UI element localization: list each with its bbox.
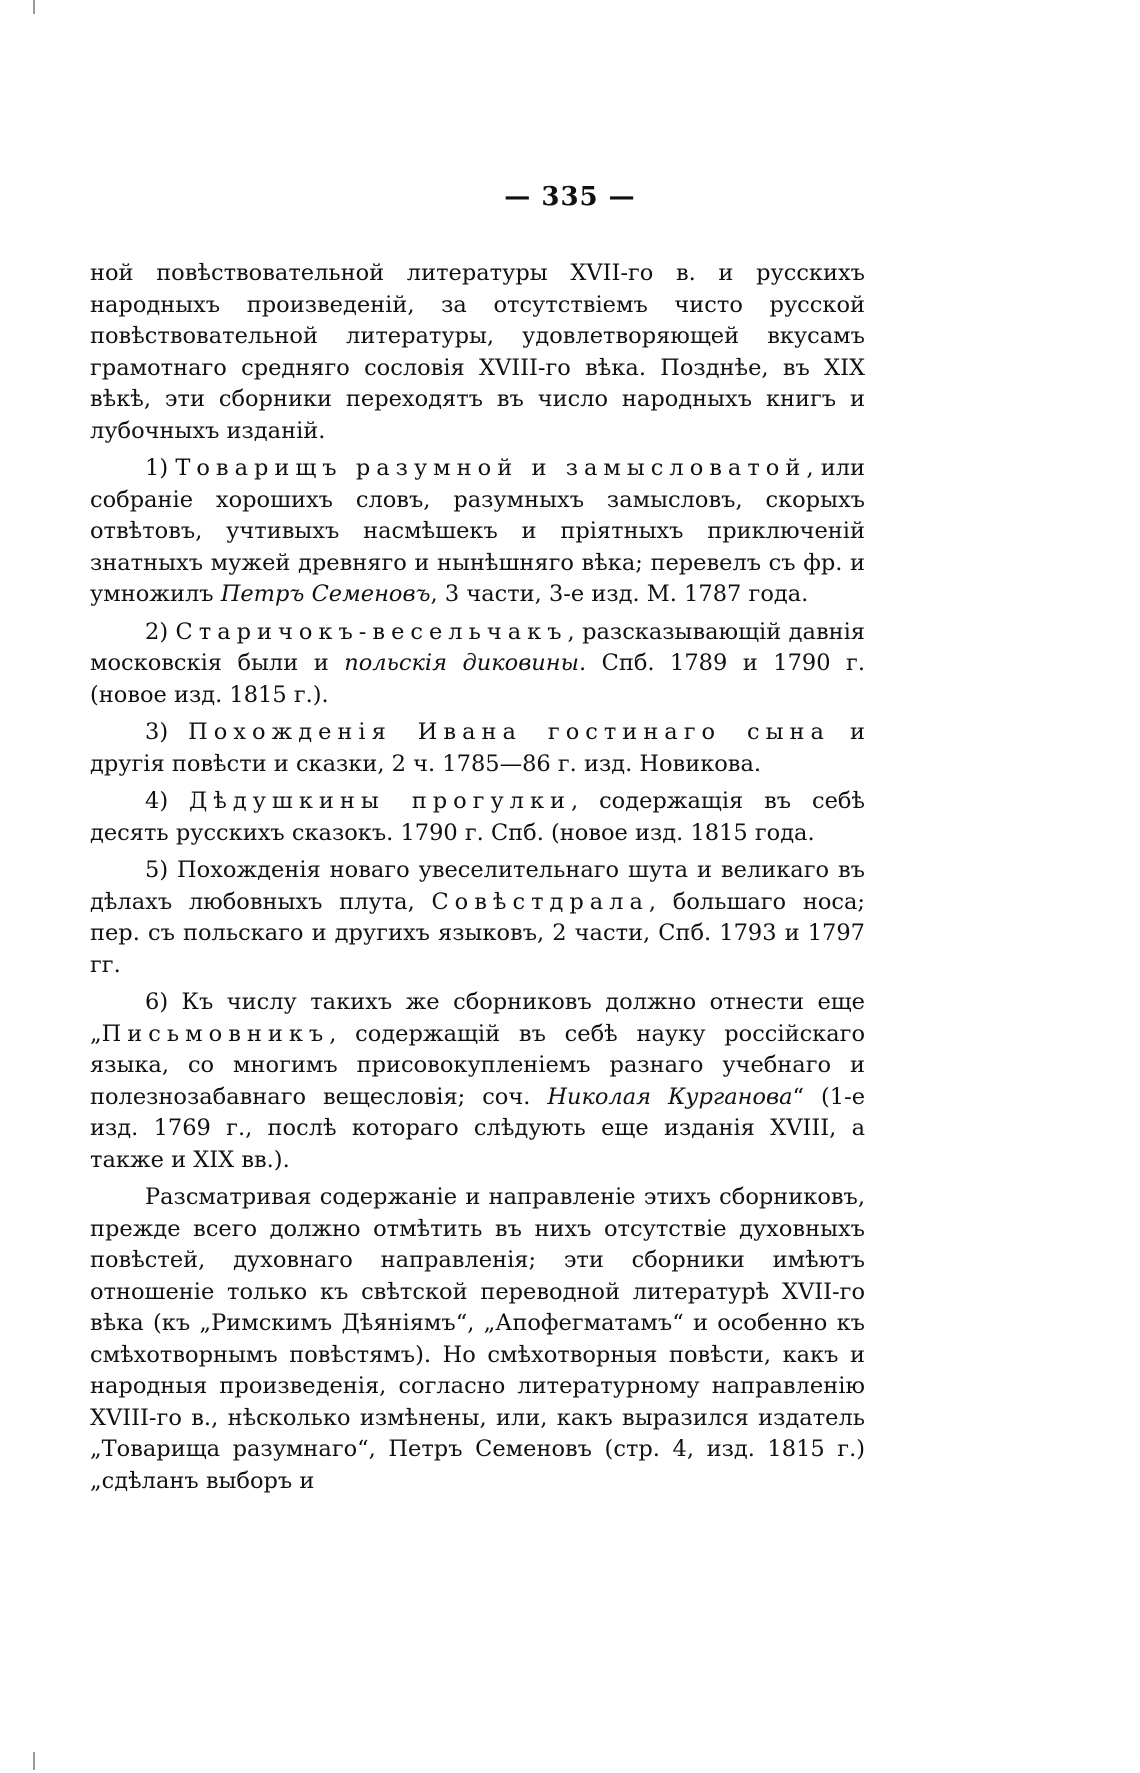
paragraph-p0 (90, 258, 865, 447)
text-run: 3) (145, 719, 189, 745)
text-run: Товарищъ разумной и замысловатой (175, 455, 807, 481)
text-run: Совѣстдрала (431, 888, 649, 915)
paragraph-p7 (90, 1182, 865, 1497)
text-run: , большаго носа; пер. съ польскаго и другихъ языковъ, 2 части, Спб. 1793 и 1797 гг. (90, 888, 865, 978)
text-run: , содержащія въ себѣ десять русскихъ сказокъ. 1790 г. Спб. (новое изд. 1815 года. (90, 788, 865, 846)
text-run: “ (1-е изд. 1769 г., послѣ котораго слѣдують еще изданія XVIII, а также и XIX вв.). (90, 1083, 866, 1173)
text-run: 2) (145, 618, 176, 645)
paragraph-p3 (90, 717, 865, 780)
text-run: и другія повѣсти и сказки, 2 ч. 1785—86 г. изд. Новикова. (90, 719, 865, 777)
text-run: , разсказывающій давнія московскія были и (90, 618, 865, 676)
text-run: Дѣдушкины прогулки (188, 788, 572, 814)
page-number: — 335 — (504, 182, 636, 212)
text-run: . Спб. 1789 и 1790 г. (новое изд. 1815 г.). (90, 650, 865, 708)
text-run: Петръ Семеновъ (220, 581, 431, 607)
text-run: 1) (145, 455, 176, 481)
body-text (90, 258, 865, 1497)
paragraph-p1 (90, 453, 865, 611)
text-run: 6) Къ числу такихъ же сборниковъ должно отнести еще „ (90, 989, 865, 1047)
text-run: польскія диковины (344, 650, 579, 676)
text-run: 5) Похожденія новаго увеселительнаго шута и великаго въ дѣлахъ любовныхъ плута, (90, 857, 865, 915)
text-run: ной повѣствовательной литературы XVII-го в. и русскихъ народныхъ произведеній, за отсутствіемъ чисто русской повѣствовательной литературы, удовлетворяющей вкусамъ грамотнаго средняго сословія XVIII-го вѣка. Позднѣе, въ XIX вѣкѣ, эти сборники переходятъ въ число народныхъ книгъ и лубочныхъ изданій. (90, 260, 865, 444)
scan-edge-mark-bottom (33, 1752, 35, 1770)
text-run: Похожденія Ивана гостинаго сына (188, 719, 830, 745)
paragraph-p5 (90, 855, 865, 981)
paragraph-p4 (90, 786, 865, 849)
text-run: Разсматривая содержаніе и направленіе этихъ сборниковъ, прежде всего должно отмѣтить въ нихъ отсутствіе духовныхъ повѣстей, духовнаго направленія; эти сборники имѣютъ отношеніе только къ свѣтской переводной литературѣ XVII-го вѣка (къ „Римскимъ Дѣяніямъ“, „Апофегматамъ“ и особенно къ смѣхотворнымъ повѣстямъ). Но смѣхотворныя повѣсти, какъ и народныя произведенія, согласно литературному направленію XVIII-го в., нѣсколько измѣнены, или, какъ выразился издатель „Товарища разумнаго“, Петръ Семеновъ (стр. 4, изд. 1815 г.) „сдѣланъ выборъ и (90, 1184, 865, 1494)
text-run: , или собраніе хорошихъ словъ, разумныхъ замысловъ, скорыхъ отвѣтовъ, учтивыхъ насмѣшекъ и пріятныхъ приключеній знатныхъ мужей древняго и нынѣшняго вѣка; перевелъ съ фр. и умножилъ (90, 455, 865, 607)
text-run: Письмовникъ (101, 1020, 330, 1047)
text-run: Старичокъ-весельчакъ (175, 618, 568, 645)
text-run: 4) (145, 788, 189, 814)
text-run: Николая Курганова (547, 1083, 793, 1110)
scan-edge-mark-top (33, 0, 35, 14)
text-run: , 3 части, 3-е изд. М. 1787 года. (430, 581, 809, 607)
paragraph-p2 (90, 617, 865, 712)
text-run: , содержащій въ себѣ науку россійскаго языка, со многимъ присовокупленіемъ разнаго учебнаго и полезнозабавнаго вещесловія; соч. (90, 1020, 865, 1110)
paragraph-p6 (90, 987, 865, 1176)
